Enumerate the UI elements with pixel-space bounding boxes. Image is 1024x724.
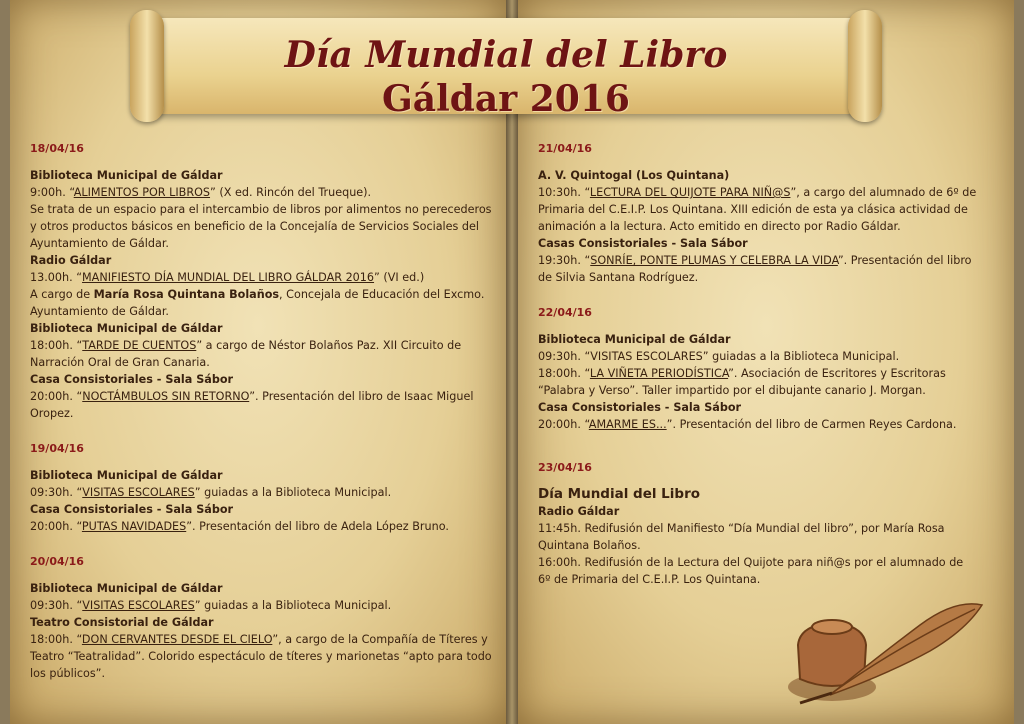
venue-label: Biblioteca Municipal de Gáldar xyxy=(30,469,223,482)
event-title: VISITAS ESCOLARES xyxy=(82,599,195,612)
event-time: 18:00h. “ xyxy=(30,633,82,646)
event-time: 09:30h. “ xyxy=(30,486,83,499)
event-time: 09:30h. “VISITAS ESCOLARES” guiadas a la Biblioteca Municipal. xyxy=(538,350,900,363)
event-entry xyxy=(538,252,978,286)
inkwell-quill-icon xyxy=(770,575,990,715)
day-block xyxy=(538,304,978,433)
event-details: ” (X ed. Rincón del Trueque). xyxy=(210,186,372,199)
right-schedule xyxy=(538,140,978,606)
event-details: ”. Presentación del libro de Adela López Bruno. xyxy=(186,520,449,533)
event-title: TARDE DE CUENTOS xyxy=(82,339,197,352)
day-block xyxy=(30,553,492,682)
day-date: 22/04/16 xyxy=(538,306,592,319)
day-date: 18/04/16 xyxy=(30,142,84,155)
event-details: ” (VI ed.) xyxy=(374,271,425,284)
venue-label: Biblioteca Municipal de Gáldar xyxy=(538,333,731,346)
event-details: ”. Presentación del libro de Carmen Reyes Cardona. xyxy=(666,418,957,431)
event-time: 18:00h. “ xyxy=(538,367,590,380)
event-details: ” guiadas a la Biblioteca Municipal. xyxy=(194,486,392,499)
event-time: 13.00h. “ xyxy=(30,271,83,284)
event-entry xyxy=(30,518,492,535)
day-block xyxy=(538,459,978,588)
event-entry xyxy=(538,348,978,365)
event-time: 11:45h. Redifusión del Manifiesto “Día Mundial del libro”, por María Rosa Quintana Bolaños. xyxy=(538,522,945,552)
event-time: 18:00h. “ xyxy=(30,339,83,352)
venue-label: A. V. Quintogal (Los Quintana) xyxy=(538,169,730,182)
page-subtitle: Gáldar 2016 xyxy=(382,78,630,120)
event-entry xyxy=(30,484,492,501)
event-title: LA VIÑETA PERIODÍSTICA xyxy=(589,367,729,380)
day-block xyxy=(30,440,492,535)
event-time: 9:00h. “ xyxy=(30,186,74,199)
event-description: Se trata de un espacio para el intercambio de libros por alimentos no perecederos y otros productos básicos en beneficio de la Concejalía de Servicios Sociales del Ayuntamiento de Gáldar. xyxy=(30,203,492,250)
event-entry xyxy=(538,416,978,433)
event-title: PUTAS NAVIDADES xyxy=(81,520,187,533)
event-time: 10:30h. “ xyxy=(538,186,590,199)
venue-label: Casa Consistoriales - Sala Sábor xyxy=(30,503,234,516)
event-title: MANIFIESTO DÍA MUNDIAL DEL LIBRO GÁLDAR 2016 xyxy=(82,271,375,284)
day-block xyxy=(538,140,978,286)
event-time: 09:30h. “ xyxy=(30,599,83,612)
venue-label: Biblioteca Municipal de Gáldar xyxy=(30,582,223,595)
venue-label: Casa Consistoriales - Sala Sábor xyxy=(538,401,742,414)
venue-label: Radio Gáldar xyxy=(30,254,112,267)
day-heading: Día Mundial del Libro xyxy=(538,486,700,502)
event-title: VISITAS ESCOLARES xyxy=(82,486,195,499)
day-date: 23/04/16 xyxy=(538,461,592,474)
event-entry xyxy=(30,337,492,371)
event-entry xyxy=(30,597,492,614)
event-details: ”. Asociación de Escritores y Escritoras “Palabra y Verso”. Taller impartido por el dibujante canario J. Morgan. xyxy=(538,367,946,397)
event-entry xyxy=(538,520,978,554)
event-time: 20:00h. “ xyxy=(538,418,589,431)
event-entry xyxy=(538,184,978,235)
day-date: 21/04/16 xyxy=(538,142,592,155)
day-date: 19/04/16 xyxy=(30,442,84,455)
event-entry xyxy=(30,269,492,286)
event-title: AMARME ES... xyxy=(588,418,667,431)
desc-text: , Concejala de Educación del Excmo. Ayuntamiento de Gáldar. xyxy=(30,288,485,318)
event-time: 19:30h. “ xyxy=(538,254,591,267)
event-entry xyxy=(30,184,492,201)
left-schedule xyxy=(30,140,492,700)
page-title: Día Mundial del Libro xyxy=(284,34,728,76)
event-entry xyxy=(538,365,978,399)
event-time: 20:00h. “ xyxy=(30,520,82,533)
event-entry xyxy=(30,388,492,422)
event-description xyxy=(30,286,492,320)
title-banner xyxy=(130,10,882,122)
event-details: ”, a cargo del alumnado de 6º de Primaria del C.E.I.P. Los Quintana. XIII edición de esta ya clásica actividad de animación a la lectura. Acto emitido en directo por Radio Gáldar. xyxy=(538,186,977,233)
event-title: LECTURA DEL QUIJOTE PARA NIÑ@S xyxy=(589,186,791,199)
event-details: ”. Presentación del libro de Silvia Santana Rodríguez. xyxy=(538,254,972,284)
speaker-name: María Rosa Quintana Bolaños xyxy=(93,288,280,301)
venue-label: Casa Consistoriales - Sala Sábor xyxy=(30,373,234,386)
event-time: 16:00h. Redifusión de la Lectura del Quijote para niñ@s por el alumnado de 6º de Primaria del C.E.I.P. Los Quintana. xyxy=(538,556,964,586)
event-details: ”. Presentación del libro de Isaac Miguel Oropez. xyxy=(30,390,474,420)
event-details: ” guiadas a la Biblioteca Municipal. xyxy=(194,599,392,612)
day-block xyxy=(30,140,492,422)
event-title: ALIMENTOS POR LIBROS xyxy=(73,186,211,199)
venue-label: Biblioteca Municipal de Gáldar xyxy=(30,322,223,335)
event-title: DON CERVANTES DESDE EL CIELO xyxy=(81,633,273,646)
event-details: ”, a cargo de la Compañía de Títeres y Teatro “Teatralidad”. Colorido espectáculo de títeres y marionetas “apto para todo los públicos”. xyxy=(30,633,492,680)
event-title: SONRÍE, PONTE PLUMAS Y CELEBRA LA VIDA xyxy=(590,254,838,267)
event-time: 20:00h. “ xyxy=(30,390,83,403)
event-entry xyxy=(30,631,492,682)
event-title: NOCTÁMBULOS SIN RETORNO xyxy=(82,390,250,403)
venue-label: Radio Gáldar xyxy=(538,505,620,518)
venue-label: Casas Consistoriales - Sala Sábor xyxy=(538,237,748,250)
venue-label: Biblioteca Municipal de Gáldar xyxy=(30,169,223,182)
venue-label: Teatro Consistorial de Gáldar xyxy=(30,616,214,629)
event-details: ” a cargo de Néstor Bolaños Paz. XII Circuito de Narración Oral de Gran Canaria. xyxy=(30,339,462,369)
desc-text: A cargo de xyxy=(30,288,94,301)
day-date: 20/04/16 xyxy=(30,555,84,568)
